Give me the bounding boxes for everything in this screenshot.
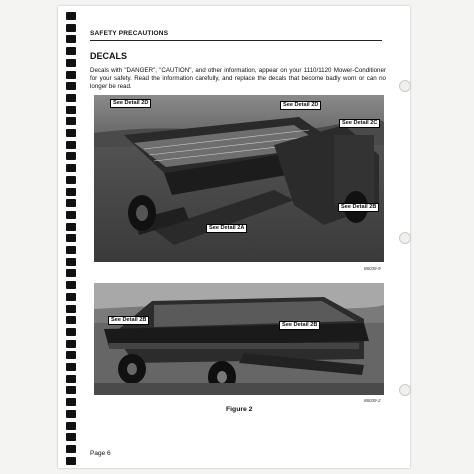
binding-ring xyxy=(66,386,76,394)
binding-ring xyxy=(66,234,76,242)
figure-caption: Figure 2 xyxy=(226,406,253,413)
binding-ring xyxy=(66,223,76,231)
binding-ring xyxy=(66,71,76,79)
binding-ring xyxy=(66,94,76,102)
binding-ring xyxy=(66,281,76,289)
binding-ring xyxy=(66,316,76,324)
mower-photo-bottom xyxy=(94,283,384,395)
callout-detail-2c: See Detail 2C xyxy=(339,119,380,128)
photo-code-bottom: 86039-2 xyxy=(364,398,381,403)
callout-detail-2b-left: See Detail 2B xyxy=(108,316,149,325)
binding-ring xyxy=(66,106,76,114)
callout-detail-2a: See Detail 2A xyxy=(206,224,247,233)
binding-ring xyxy=(66,176,76,184)
binding-ring xyxy=(66,375,76,383)
binding-ring xyxy=(66,59,76,67)
binding-ring xyxy=(66,152,76,160)
binding-ring xyxy=(66,293,76,301)
binding-ring xyxy=(66,305,76,313)
binding-ring xyxy=(66,199,76,207)
body-paragraph: Decals with "DANGER", "CAUTION", and other information, appear on your 1110/1120 Mower-Conditioner for your safety. Read the information carefully, and replace the decals that become badly worn or can no longer be read. xyxy=(90,67,386,91)
binding-ring xyxy=(66,246,76,254)
binding-ring xyxy=(66,433,76,441)
callout-detail-2b-right: See Detail 2B xyxy=(279,321,320,330)
binding-ring xyxy=(66,35,76,43)
callout-detail-2b: See Detail 2B xyxy=(338,203,379,212)
binding-ring xyxy=(66,351,76,359)
binding-ring xyxy=(66,47,76,55)
callout-detail-2d-right: See Detail 2D xyxy=(280,101,321,110)
photo-code-top: 86039-9 xyxy=(364,266,381,271)
binding-ring xyxy=(66,82,76,90)
binding-ring xyxy=(66,258,76,266)
binding-ring xyxy=(66,457,76,465)
binding-ring xyxy=(66,410,76,418)
binding-ring xyxy=(66,398,76,406)
binding-ring xyxy=(66,164,76,172)
binding-ring xyxy=(66,188,76,196)
page-header: SAFETY PRECAUTIONS xyxy=(90,30,169,37)
punch-hole-middle xyxy=(399,232,411,244)
section-title: DECALS xyxy=(90,51,128,61)
punch-hole-top xyxy=(399,80,411,92)
binding-ring xyxy=(66,12,76,20)
callout-detail-2d-left: See Detail 2D xyxy=(110,99,151,108)
header-rule xyxy=(90,40,382,41)
binding-ring xyxy=(66,129,76,137)
binding-ring xyxy=(66,340,76,348)
binding-ring xyxy=(66,269,76,277)
punch-hole-bottom xyxy=(399,384,411,396)
binding-ring xyxy=(66,141,76,149)
binding-ring xyxy=(66,24,76,32)
binding-ring xyxy=(66,363,76,371)
binding-ring xyxy=(66,422,76,430)
binding-ring xyxy=(66,117,76,125)
binding-ring xyxy=(66,211,76,219)
page-number: Page 6 xyxy=(90,450,111,457)
binding-ring xyxy=(66,445,76,453)
binding-ring xyxy=(66,328,76,336)
